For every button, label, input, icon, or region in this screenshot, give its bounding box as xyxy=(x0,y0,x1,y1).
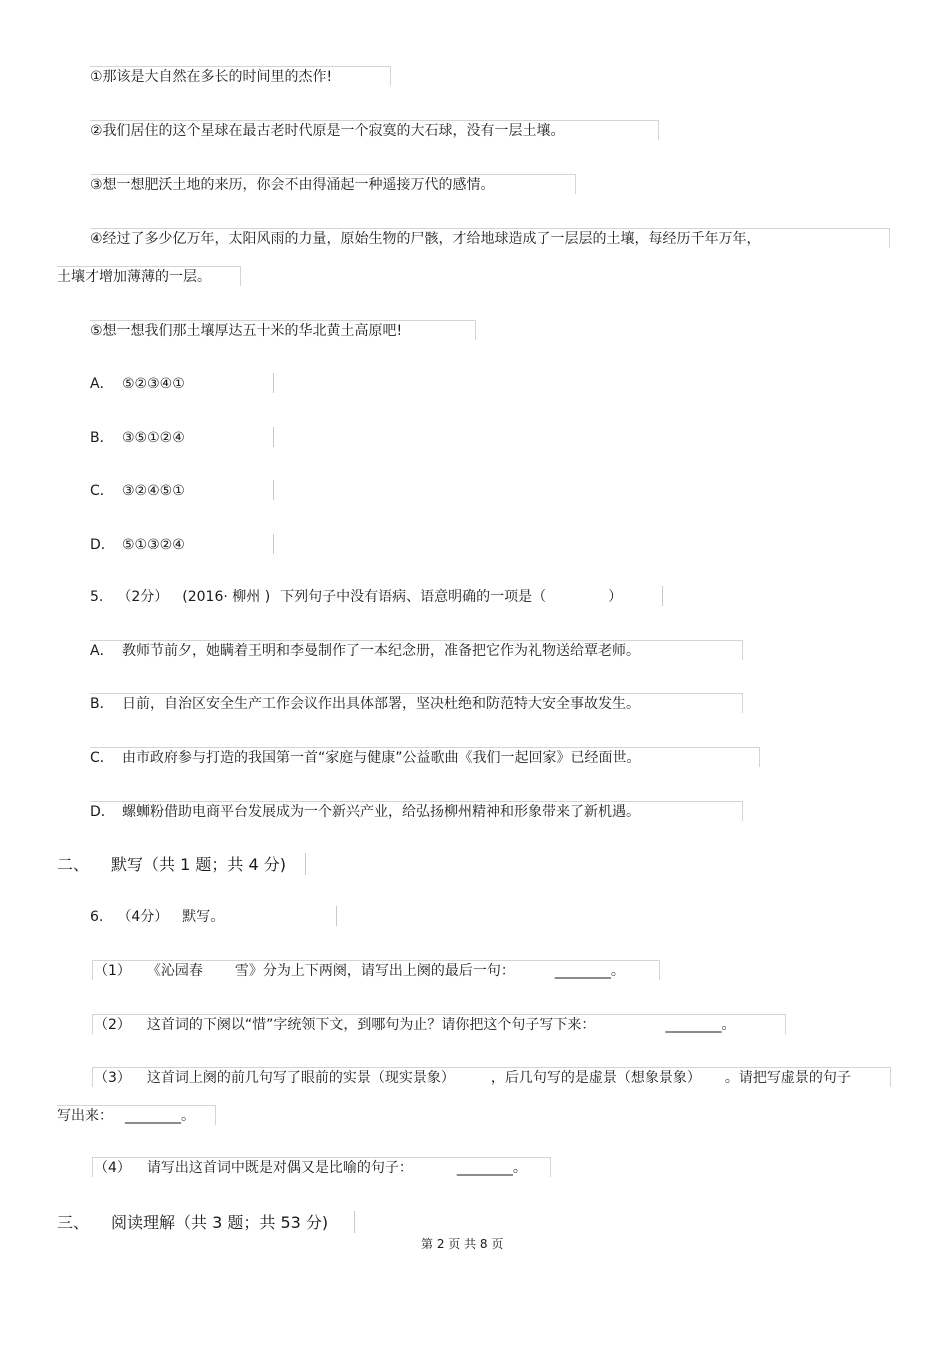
part-text: 请写出这首词中既是对偶又是比喻的句子： xyxy=(146,1160,413,1176)
option-letter: D． xyxy=(90,537,115,553)
answer-box-edge xyxy=(57,1105,216,1125)
option-letter: A． xyxy=(90,376,114,392)
option-text: 日前，自治区安全生产工作会议作出具体部署，坚决杜绝和防范特大安全事故发生。 xyxy=(122,696,640,712)
answer-box-edge xyxy=(90,640,743,660)
option-letter: D． xyxy=(90,804,115,820)
answer-box-edge xyxy=(305,853,306,875)
answer-blank[interactable]: ________。 xyxy=(456,1160,527,1176)
option-text: ③②④⑤① xyxy=(122,483,185,499)
option-letter: A． xyxy=(90,643,114,659)
answer-box-edge xyxy=(57,266,241,286)
answer-box-edge xyxy=(273,373,274,393)
q4-sentence-2: ②我们居住的这个星球在最古老时代原是一个寂寞的大石球，没有一层土壤。 xyxy=(90,123,565,139)
option-letter: C． xyxy=(90,483,114,499)
question-score: （2分） xyxy=(117,589,169,605)
question-number: 6. xyxy=(90,909,104,925)
question-text: 默写。 xyxy=(182,909,225,925)
answer-blank[interactable]: ________。 xyxy=(554,963,625,979)
answer-box-edge xyxy=(90,693,743,713)
answer-box-edge xyxy=(92,960,660,980)
answer-box-edge xyxy=(662,586,663,606)
option-text: 螺蛳粉借助电商平台发展成为一个新兴产业，给弘扬柳州精神和形象带来了新机遇。 xyxy=(122,804,640,820)
answer-box-edge xyxy=(92,1157,551,1177)
part-number: （1） xyxy=(94,963,131,979)
answer-box-edge xyxy=(273,534,274,554)
part-text: 写出来： xyxy=(57,1108,113,1124)
section-title: 默写（共 1 题；共 4 分) xyxy=(111,855,286,874)
q6-stem xyxy=(90,908,224,926)
question-number: 5. xyxy=(90,589,104,605)
section-number: 二、 xyxy=(57,855,90,874)
option-letter: C． xyxy=(90,750,114,766)
answer-box-edge xyxy=(90,120,659,140)
part-text: 。请把写虚景的句子 xyxy=(724,1070,851,1086)
part-text: 这首词上阕的前几句写了眼前的实景（现实景象） xyxy=(146,1070,455,1086)
q4-option-c[interactable] xyxy=(90,482,185,500)
option-text: ⑤②③④① xyxy=(122,376,185,392)
q4-option-a[interactable] xyxy=(90,375,185,393)
question-score: （4分） xyxy=(117,909,169,925)
option-text: ③⑤①②④ xyxy=(122,430,185,446)
answer-box-edge xyxy=(90,66,391,86)
question-text: 下列句子中没有语病、语意明确的一项是（ xyxy=(280,589,547,605)
part-text: 《沁园春 xyxy=(146,963,203,979)
answer-box-edge xyxy=(90,228,890,248)
option-letter: B． xyxy=(90,430,114,446)
question-text-end: ） xyxy=(608,589,623,605)
question-source: (2016· 柳州 ) xyxy=(182,589,271,605)
section-2-heading xyxy=(57,855,286,875)
answer-box-edge xyxy=(90,747,760,767)
section-3-heading xyxy=(57,1213,328,1233)
option-text: ⑤①③②④ xyxy=(122,537,185,553)
answer-box-edge xyxy=(92,1067,891,1087)
answer-box-edge xyxy=(90,320,476,340)
q4-sentence-4: ④经过了多少亿万年，太阳风雨的力量，原始生物的尸骸，才给地球造成了一层层的土壤，每经历千年万年， xyxy=(90,231,761,247)
q4-sentence-1: ①那该是大自然在多长的时间里的杰作! xyxy=(90,69,333,85)
q4-option-d[interactable] xyxy=(90,536,185,554)
option-text: 由市政府参与打造的我国第一首“家庭与健康”公益歌曲《我们一起回家》已经面世。 xyxy=(122,750,641,766)
page-footer: 第 2 页 共 8 页 xyxy=(421,1237,504,1251)
section-number: 三、 xyxy=(57,1213,90,1232)
answer-blank[interactable]: ________。 xyxy=(665,1017,736,1033)
part-text: ，后几句写的是虚景（想象景象） xyxy=(490,1070,701,1086)
answer-box-edge xyxy=(336,906,337,926)
part-number: （2） xyxy=(94,1017,131,1033)
part-number: （3） xyxy=(94,1070,131,1086)
option-text: 教师节前夕，她瞒着王明和李曼制作了一本纪念册，准备把它作为礼物送给覃老师。 xyxy=(122,643,640,659)
answer-box-edge xyxy=(90,174,576,194)
part-number: （4） xyxy=(94,1160,131,1176)
q4-sentence-3: ③想一想肥沃土地的来历，你会不由得涌起一种遥接万代的感情。 xyxy=(90,177,495,193)
answer-box-edge xyxy=(90,801,743,821)
q4-sentence-5: ⑤想一想我们那土壤厚达五十米的华北黄土高原吧! xyxy=(90,323,403,339)
answer-blank[interactable]: ________。 xyxy=(125,1108,195,1124)
option-letter: B． xyxy=(90,696,114,712)
part-text: 这首词的下阕以“惜”字统领下文，到哪句为止？请你把这个句子写下来： xyxy=(146,1017,596,1033)
answer-box-edge xyxy=(92,1014,786,1034)
section-title: 阅读理解（共 3 题；共 53 分) xyxy=(111,1213,329,1232)
q5-stem xyxy=(90,588,622,606)
part-text: 雪》分为上下两阕，请写出上阕的最后一句： xyxy=(234,963,515,979)
q4-sentence-4-cont: 土壤才增加薄薄的一层。 xyxy=(57,269,211,285)
answer-box-edge xyxy=(273,480,274,500)
q4-option-b[interactable] xyxy=(90,429,185,447)
answer-box-edge xyxy=(273,427,274,447)
answer-box-edge xyxy=(354,1211,355,1233)
